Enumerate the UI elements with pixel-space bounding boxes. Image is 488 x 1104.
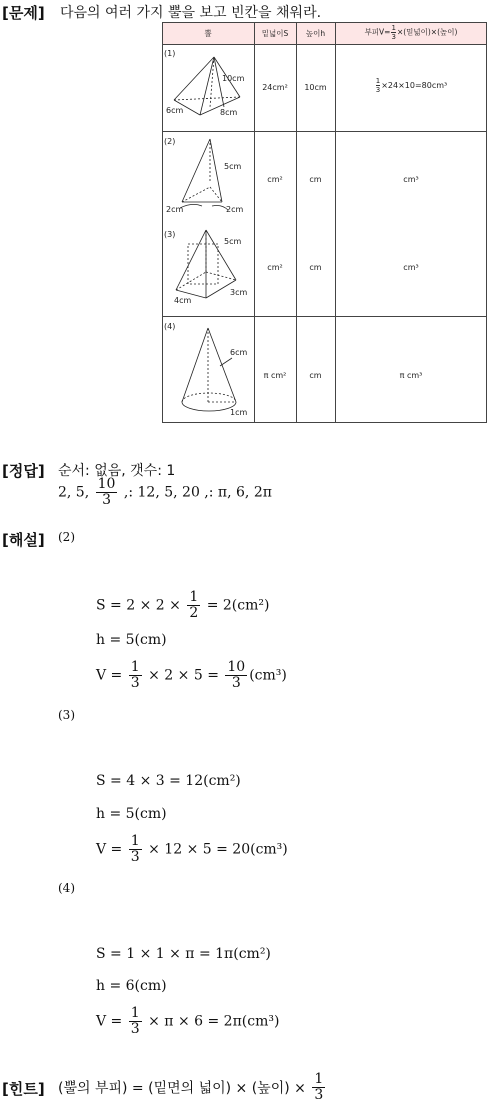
answer-values-b: ,: 12, 5, 20 ,: π, 6, 2π [123, 484, 272, 501]
row3-base: cm² [267, 263, 283, 272]
part2-s-pre: S = 2 × 2 × [96, 597, 181, 614]
part2-s-frac-d: 2 [189, 605, 199, 621]
hint-text [58, 1072, 327, 1103]
part3-s-eq: S = 4 × 3 = 12(cm²) [96, 773, 241, 789]
hint-tag: [힌트] [2, 1080, 45, 1098]
header-volume-suffix: ×(밑넓이)×(높이) [396, 27, 458, 37]
part2-v-frac-n: 1 [130, 659, 140, 675]
row1-base: 24cm² [262, 83, 288, 92]
row3-volume: cm³ [403, 263, 419, 272]
header-shape: 뿔 [204, 29, 212, 38]
part4-label: (4) [58, 881, 75, 895]
header-volume-fraction: $\frac{1}{3}$ [391, 24, 396, 41]
answer-fraction [96, 477, 118, 508]
row2-base: cm² [267, 175, 283, 184]
part2-s-post: = 2(cm²) [206, 597, 270, 614]
part2-s-eq [96, 590, 269, 621]
part4-v-post: × π × 6 = 2π(cm³) [148, 1013, 280, 1030]
row2-label-right: 2cm [226, 205, 244, 214]
row1-label-depth: 8cm [220, 108, 238, 117]
header-base-area: 밑넓이S [261, 29, 289, 38]
header-volume [335, 24, 487, 41]
part2-h-eq: h = 5(cm) [96, 632, 167, 648]
row1-label-width: 6cm [166, 106, 184, 115]
answer-values-a: 2, 5, [58, 484, 90, 501]
part3-v-frac-n: 1 [130, 833, 140, 849]
part3-h-eq: h = 5(cm) [96, 806, 167, 822]
row3-label: (3) [164, 230, 176, 239]
part2-v-res-d: 3 [231, 675, 241, 691]
answer-tag: [정답] [2, 462, 45, 480]
header-volume-prefix: 부피V= [364, 27, 391, 37]
problem-text: 다음의 여러 가지 뿔을 보고 빈칸을 채워라. [60, 5, 322, 21]
row1-volume-text: ×24×10=80cm³ [381, 81, 448, 90]
part4-v-pre: V = [96, 1013, 123, 1030]
part3-v-eq [96, 834, 288, 865]
row2-volume: cm³ [403, 175, 419, 184]
row1-height: 10cm [304, 83, 327, 92]
hint-frac-d: 3 [314, 1087, 324, 1103]
problem-tag: [문제] [2, 4, 45, 22]
answer-line1: 순서: 없음, 갯수: 1 [58, 463, 176, 479]
row3-label-width: 4cm [174, 296, 192, 305]
row4-base: π cm² [263, 371, 287, 380]
figure-cone-4 [182, 328, 236, 411]
hint-formula: (뿔의 부피) = (밑면의 넓이) × (높이) × [58, 1080, 306, 1097]
figure-pyramid-2 [180, 139, 228, 210]
answer-frac-den: 3 [102, 492, 111, 508]
row2-label-height: 5cm [224, 162, 242, 171]
part3-v-pre: V = [96, 841, 123, 858]
part2-v-frac-d: 3 [130, 675, 140, 691]
row3-height: cm [309, 263, 322, 272]
part4-h-eq: h = 6(cm) [96, 978, 167, 994]
part2-v-eq [96, 660, 287, 691]
row4-label-slant: 6cm [230, 348, 248, 357]
pyramid-table [162, 22, 487, 423]
part4-v-frac-n: 1 [130, 1005, 140, 1021]
part2-v-mid: × 2 × 5 = [148, 667, 219, 684]
row1-label: (1) [164, 49, 176, 58]
row4-label-radius: 1cm [230, 408, 248, 417]
part4-v-frac-d: 3 [130, 1021, 140, 1037]
figure-pyramid-1 [174, 57, 240, 115]
answer-frac-num: 10 [97, 476, 116, 492]
part4-s-eq: S = 1 × 1 × π = 1π(cm²) [96, 946, 271, 962]
part3-label: (3) [58, 708, 75, 722]
answer-line2 [58, 477, 272, 508]
part2-v-pre: V = [96, 667, 123, 684]
part2-v-post: (cm³) [249, 667, 287, 684]
row4-volume: π cm³ [399, 371, 423, 380]
row4-label: (4) [164, 322, 176, 331]
row2-label-left: 2cm [166, 205, 184, 214]
row4-height: cm [309, 371, 322, 380]
header-height: 높이h [305, 29, 326, 38]
row2-label: (2) [164, 137, 176, 146]
row1-label-height: 10cm [222, 74, 245, 83]
part4-v-eq [96, 1006, 279, 1037]
hint-frac-n: 1 [314, 1071, 324, 1087]
explanation-tag: [해설] [2, 531, 45, 549]
part2-label: (2) [58, 530, 75, 544]
part2-s-frac-n: 1 [189, 589, 199, 605]
part3-v-post: × 12 × 5 = 20(cm³) [148, 841, 288, 858]
part2-v-res-n: 10 [227, 659, 246, 675]
part3-v-frac-d: 3 [130, 849, 140, 865]
row2-height: cm [309, 175, 322, 184]
row3-label-height: 5cm [224, 237, 242, 246]
row3-label-depth: 3cm [230, 288, 248, 297]
row1-volume: $\frac{1}{3}$ ×24×10=80cm³ [375, 77, 448, 94]
